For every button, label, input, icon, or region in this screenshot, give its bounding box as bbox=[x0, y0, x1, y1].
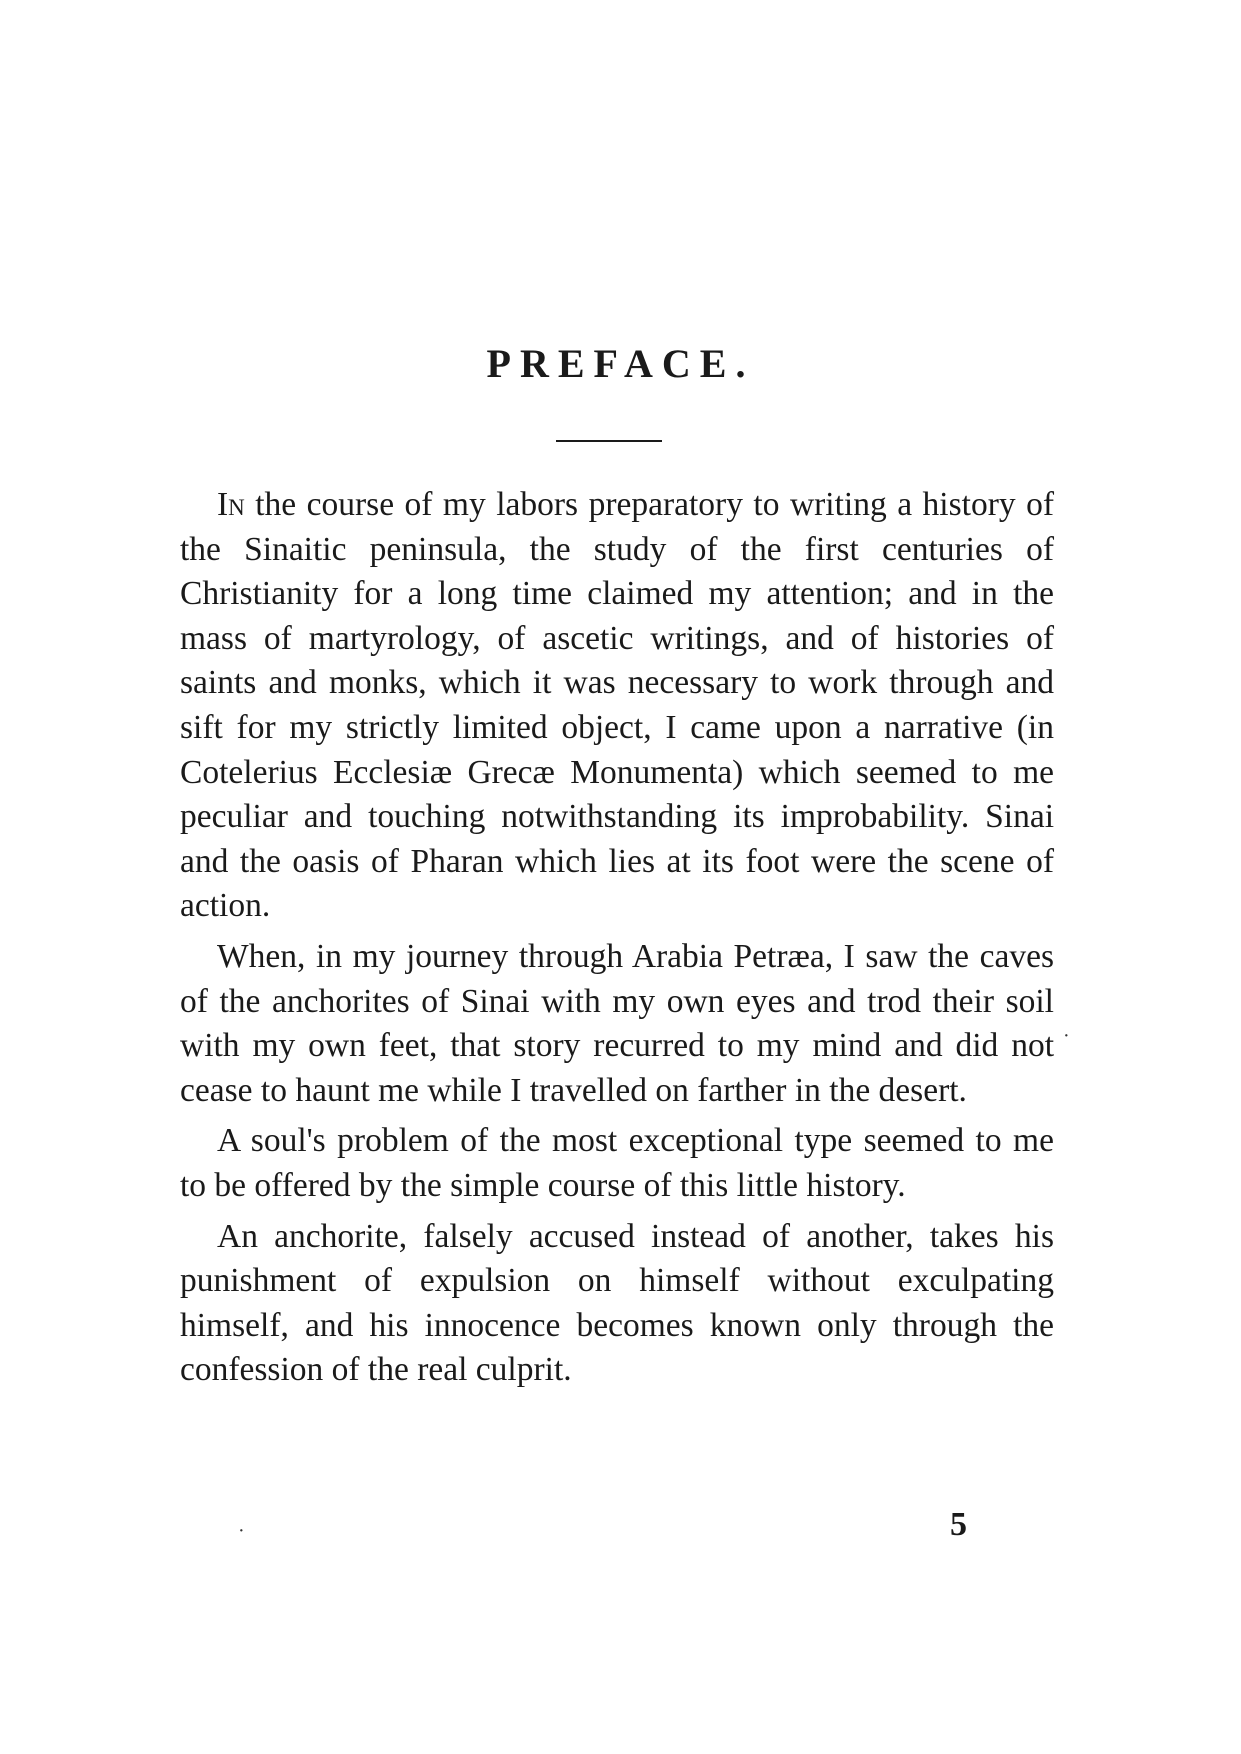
paragraph-1-dropcap: In bbox=[217, 486, 245, 523]
print-speck: · bbox=[238, 1520, 245, 1542]
paragraph-3: A soul's problem of the most exceptional type seemed to me to be offered by the simple course of this little history. bbox=[180, 1122, 1054, 1204]
paragraph-1-text: the course of my labors preparatory to writing a history of the Sinaitic peninsula, the study of the first centuries of Christianity for a long time claimed my attention; and in the mass of martyrology, of ascetic writings, and of histories of saints and monks, which it was necessary to work through and sift for my strictly limited object, I came upon a narrative (in Cotelerius Ecclesiæ Grecæ Monumenta) which seemed to me peculiar and touching notwithstanding its improbability. Sinai and the oasis of Pharan which lies at its foot were the scene of action. bbox=[180, 486, 1054, 925]
page-number: 5 bbox=[950, 1506, 967, 1543]
preface-body bbox=[180, 483, 1054, 1393]
print-speck: · bbox=[1063, 1025, 1070, 1047]
paragraph-1 bbox=[180, 483, 1054, 929]
paragraph-4: An anchorite, falsely accused instead of another, takes his punishment of expulsion on himself without exculpating himself, and his innocence becomes known only through the confession of the real culprit. bbox=[180, 1217, 1054, 1389]
paragraph-2: When, in my journey through Arabia Petræa, I saw the caves of the anchorites of Sinai with my own eyes and trod their soil with my own feet, that story recurred to my mind and did not cease to haunt me while I travelled on farther in the desert. bbox=[180, 937, 1054, 1109]
page-title: PREFACE. bbox=[486, 341, 755, 386]
title-divider bbox=[556, 440, 662, 442]
